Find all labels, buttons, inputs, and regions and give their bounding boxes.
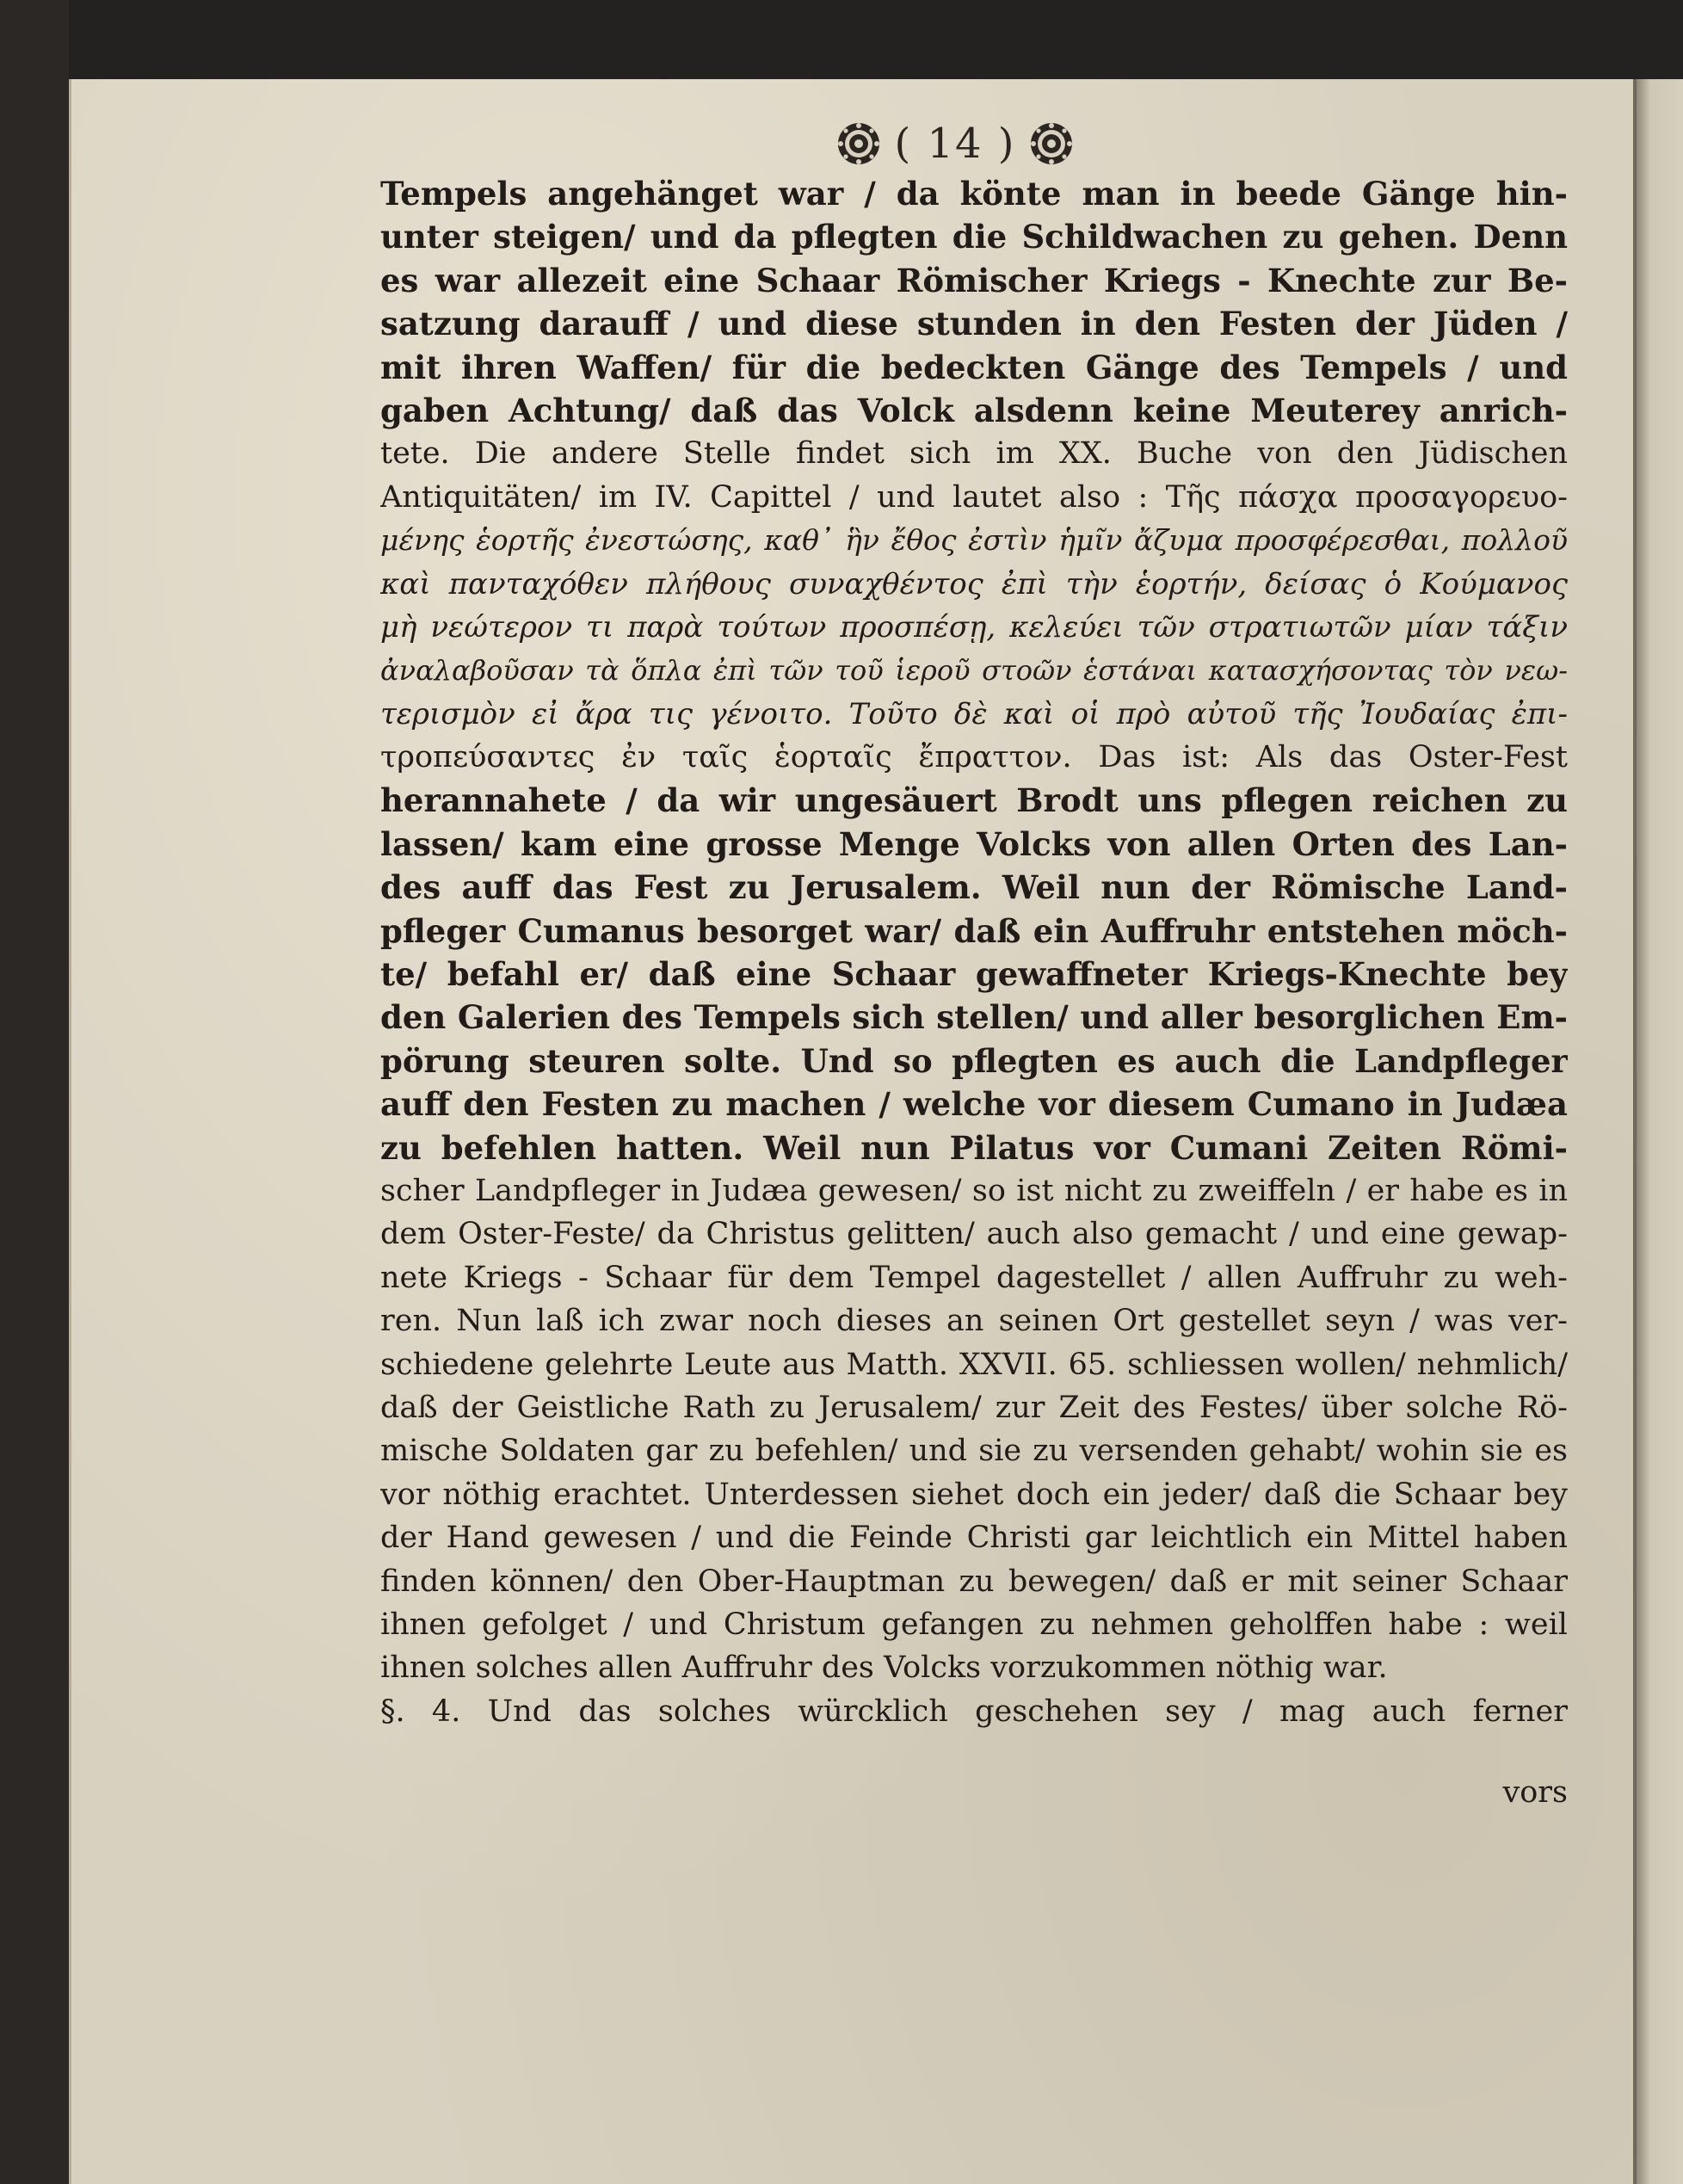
text-line: pörung steuren solte. Und so pflegten es auch die Landpfleger <box>380 1041 1568 1080</box>
text-line: zu befehlen hatten. Weil nun Pilatus vor Cumani Zeiten Römi- <box>380 1128 1568 1167</box>
text-line: des auff das Fest zu Jerusalem. Weil nun der Römische Land- <box>380 868 1568 907</box>
page-body-text <box>380 172 1568 1733</box>
page-number: ( 14 ) <box>894 120 1016 168</box>
text-line: unter steigen/ und da pflegten die Schildwachen zu gehen. Denn <box>380 218 1568 256</box>
text-line: ihnen gefolget / und Christum gefangen zu nehmen geholffen habe : weil <box>380 1607 1568 1642</box>
text-line: satzung darauff / und diese stunden in den Festen der Jüden / <box>380 305 1568 343</box>
text-line: vor nöthig erachtet. Unterdessen siehet doch ein jeder/ daß die Schaar bey <box>380 1477 1568 1512</box>
text-line: te/ befahl er/ daß eine Schaar gewaffneter Kriegs-Knechte bey <box>380 955 1568 994</box>
text-line: herannahete / da wir ungesäuert Brodt uns pflegen reichen zu <box>380 781 1568 820</box>
text-line: dem Oster-Feste/ da Christus gelitten/ auch also gemacht / und eine gewap- <box>380 1217 1568 1252</box>
scan-background-left <box>0 0 69 2184</box>
greek-text-line: τερισμὸν εἰ ἄρα τις γένοιτο. Τοῦτο δὲ καὶ οἱ πρὸ αὐτοῦ τῆς Ἰουδαίας ἐπι- <box>380 696 1568 731</box>
text-line: schiedene gelehrte Leute aus Matth. XXVII. 65. schliessen wollen/ nehmlich/ <box>380 1347 1568 1382</box>
text-line: tete. Die andere Stelle findet sich im XX. Buche von den Jüdischen <box>380 436 1568 472</box>
text-line: der Hand gewesen / und die Feinde Christi gar leichtlich ein Mittel haben <box>380 1521 1568 1556</box>
text-line: den Galerien des Tempels sich stellen/ und aller besorglichen Em- <box>380 998 1568 1037</box>
catchword: vors <box>1502 1775 1568 1810</box>
text-line: Antiquitäten/ im IV. Capittel / und lautet also : Τῆς πάσχα προσαγορευο- <box>380 479 1568 515</box>
greek-text-line: μὴ νεώτερον τι παρὰ τούτων προσπέσῃ, κελεύει τῶν στρατιωτῶν μίαν τάξιν <box>380 609 1568 645</box>
text-line: ren. Nun laß ich zwar noch dieses an seinen Ort gestellet seyn / was ver- <box>380 1304 1568 1339</box>
greek-text-line: καὶ πανταχόθεν πλήθους συναχθέντος ἐπὶ τὴν ἑορτήν, δείσας ὁ Κούμανος <box>380 566 1568 602</box>
text-line: mit ihren Waffen/ für die bedeckten Gänge des Tempels / und <box>380 348 1568 386</box>
flower-ornament-left-icon <box>835 120 882 167</box>
text-line: auff den Festen zu machen / welche vor diesem Cumano in Judæa <box>380 1085 1568 1124</box>
greek-text-line: ἀναλαβοῦσαν τὰ ὅπλα ἐπὶ τῶν τοῦ ἱεροῦ στοῶν ἑστάναι κατασχήσοντας τὸν νεω- <box>380 654 1568 688</box>
text-line: Tempels angehänget war / da könte man in beede Gänge hin- <box>380 175 1568 213</box>
text-line: τροπεύσαντες ἐν ταῖς ἑορταῖς ἔπραττον. Das ist: Als das Oster-Fest <box>380 740 1568 775</box>
text-line: gaben Achtung/ daß das Volck alsdenn keine Meuterey anrich- <box>380 391 1568 429</box>
flower-ornament-right-icon <box>1028 120 1075 167</box>
facing-page-edge <box>1637 79 1683 2184</box>
scan-background-top <box>0 0 1683 79</box>
text-line: lassen/ kam eine grosse Menge Volcks von allen Orten des Lan- <box>380 824 1568 863</box>
text-line: daß der Geistliche Rath zu Jerusalem/ zur Zeit des Festes/ über solche Rö- <box>380 1390 1568 1425</box>
text-line: pfleger Cumanus besorget war/ daß ein Auffruhr entstehen möch- <box>380 911 1568 950</box>
text-line: nete Kriegs - Schaar für dem Tempel dagestellet / allen Auffruhr zu weh- <box>380 1260 1568 1295</box>
page-header <box>813 114 1097 174</box>
paragraph-start-line: §. 4. Und das solches würcklich geschehen sey / mag auch ferner <box>380 1694 1568 1729</box>
text-line: es war allezeit eine Schaar Römischer Kriegs - Knechte zur Be- <box>380 261 1568 299</box>
text-line: finden können/ den Ober-Hauptman zu bewegen/ daß er mit seiner Schaar <box>380 1564 1568 1599</box>
text-line: scher Landpfleger in Judæa gewesen/ so ist nicht zu zweiffeln / er habe es in <box>380 1173 1568 1208</box>
greek-text-line: μένης ἑορτῆς ἐνεστώσης, καθ᾽ ἣν ἔθος ἐστὶν ἡμῖν ἄζυμα προσφέρεσθαι, πολλοῦ <box>380 523 1568 558</box>
text-line: ihnen solches allen Auffruhr des Volcks vorzukommen nöthig war. <box>380 1650 1388 1686</box>
text-line: mische Soldaten gar zu befehlen/ und sie zu versenden gehabt/ wohin sie es <box>380 1434 1568 1469</box>
